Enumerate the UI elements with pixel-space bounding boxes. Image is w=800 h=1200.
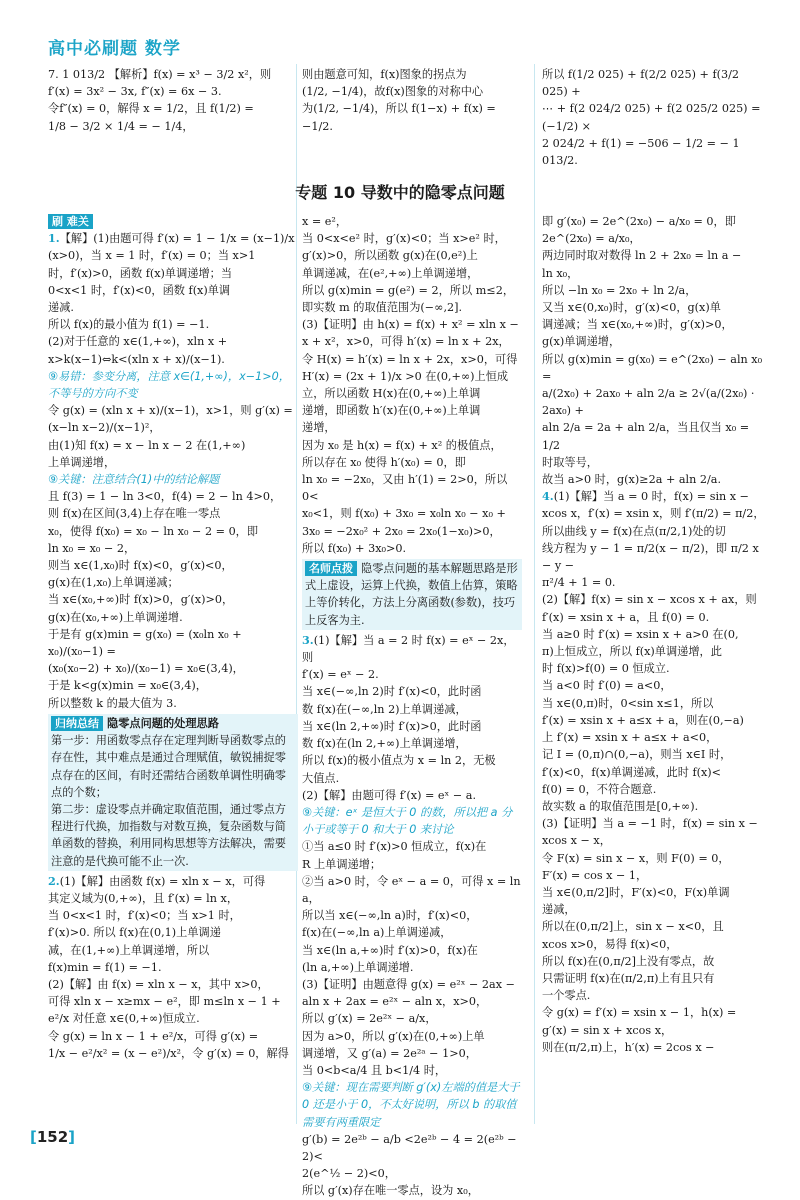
text-line: 即实数 m 的取值范围为(−∞,2]. — [302, 301, 463, 315]
text-line: 所以存在 x₀ 使得 h′(x₀) = 0，即 — [302, 455, 466, 469]
text-line: 两边同时取对数得 ln 2 + 2x₀ = ln a − — [542, 249, 742, 263]
text-line: 因为 x₀ 是 h(x) = f(x) + x² 的极值点， — [302, 438, 502, 452]
text-line: (1)【解】由函数 f(x) = xln x − x，可得 — [59, 874, 266, 888]
text-line: 于是有 g(x)min = g(x₀) = (x₀ln x₀ + x₀)/(x₀−1) = — [48, 627, 246, 659]
question-number: 3. — [302, 632, 314, 647]
text-line: 所以 f(x)在(0,π/2]上没有零点，故 — [542, 954, 715, 968]
text-line: 当 0<x<1 时，f′(x)<0；当 x>1 时， — [48, 909, 241, 923]
book-header: 高中必刷题 数学 — [48, 39, 181, 59]
text-line: 所以 g(x)min = g(x₀) = e^(2x₀) − aln x₀ = — [542, 352, 766, 383]
text-line: 线方程为 y − 1 = π/2(x − π/2)，即 π/2 x − y − — [542, 541, 763, 573]
text-line: 上 f′(x) = xsin x + a≤x + a<0， — [542, 731, 718, 745]
text-line: g′(x) = sin x + xcos x， — [542, 1023, 673, 1037]
text-line: 令 g(x) = f′(x) = xsin x − 1，h(x) = — [542, 1006, 737, 1020]
text-line: 大值点. — [302, 771, 340, 785]
text-line: 当 a≥0 时 f′(x) = xsin x + a>0 在(0, — [542, 627, 739, 641]
text-line: 所以 −ln x₀ = 2x₀ + ln 2/a， — [542, 283, 697, 297]
text-line: ⋯ + f(2 024/2 025) + f(2 025/2 025) = (−1/2) × — [542, 102, 765, 133]
text-line: x = e²， — [302, 215, 348, 228]
text-line: (3)【证明】由题意得 g(x) = e²ˣ − 2ax − — [302, 977, 515, 991]
text-line: (2)【解】由题可得 f′(x) = eˣ − a. — [302, 788, 476, 802]
text-line: (x₀(x₀−2) + x₀)/(x₀−1) = x₀∈(3,4)， — [48, 662, 244, 676]
column-2 — [302, 213, 525, 1198]
text-line: 当 x∈(x₀,+∞)时 f(x)>0，g′(x)>0， — [48, 593, 234, 607]
text-line: f′(x) = eˣ − 2. — [302, 668, 379, 682]
text-line: xcos x>0，易得 f(x)<0， — [542, 937, 678, 951]
text-line: 调递增，又 g′(a) = 2e²ᵃ − 1>0， — [302, 1046, 477, 1060]
text-line: f′(x)<0，f(x)单调递减，此时 f(x)< — [542, 765, 722, 779]
text-line: 于是 k<g(x)min = x₀∈(3,4)， — [48, 679, 207, 693]
text-line: −1/2. — [302, 119, 333, 133]
text-line: g′(b) = 2e²ᵇ − a/b <2e²ᵇ − 4 = 2(e²ᵇ − 2)< — [302, 1132, 521, 1163]
question-number: 2. — [48, 873, 60, 888]
text-line: F′(x) = cos x − 1， — [542, 868, 648, 882]
column-1 — [48, 213, 298, 1133]
text-line: ②当 a>0 时，令 eˣ − a = 0，可得 x = ln a， — [302, 874, 525, 905]
text-line: 所以 g′(x)存在唯一零点，设为 x₀， — [302, 1184, 479, 1198]
top-column-1 — [48, 66, 280, 178]
text-line: H′(x) = (2x + 1)/x >0 在(0,+∞)上恒成 — [302, 369, 509, 383]
text-line: (2)【解】f(x) = sin x − xcos x + ax，则 — [542, 593, 757, 607]
text-line: π²/4 + 1 = 0. — [542, 576, 616, 590]
text-line: 故实数 a 的取值范围是[0,+∞). — [542, 799, 699, 813]
text-line: ln x₀ = x₀ − 2， — [48, 541, 136, 555]
text-line: 令 F(x) = sin x − x，则 F(0) = 0， — [542, 851, 730, 865]
text-line: 时取等号， — [542, 455, 598, 469]
text-line: 1/x − e²/x² = (x − e²)/x²，令 g′(x) = 0，解得 — [48, 1046, 289, 1060]
question-number: 1. — [48, 231, 60, 246]
text-line: 调递减；当 x∈(x₀,+∞)时，g′(x)>0， — [542, 318, 733, 332]
text-line: 则在(π/2,π)上，h′(x) = 2cos x − — [542, 1040, 715, 1054]
text-line: 则由题意可知，f(x)图象的拐点为 — [302, 68, 467, 81]
text-line: 则 f(x)在区间(3,4)上存在唯一零点 — [48, 507, 221, 521]
text-line: (1)【解】当 a = 0 时，f(x) = sin x − — [553, 490, 750, 504]
text-line: 当 x∈(−∞,ln 2)时 f′(x)<0，此时函 — [302, 685, 482, 699]
tip-tag: 名师点拨 — [305, 561, 357, 576]
text-line: f(0) = 0，不符合题意. — [542, 782, 657, 796]
text-line: 当 a<0 时 f′(0) = a<0， — [542, 679, 672, 693]
text-line: R 上单调递增； — [302, 857, 382, 871]
text-line: 所以 g(x)min = g(e²) = 2，所以 m≤2， — [302, 283, 515, 297]
text-line: ln x₀ = −2x₀，又由 h′(1) = 2>0，所以 0< — [302, 473, 511, 504]
text-line: (3)【证明】当 a = −1 时，f(x) = sin x − — [542, 817, 758, 831]
tip-box — [302, 559, 522, 630]
text-line: x₀，使得 f(x₀) = x₀ − ln x₀ − 2 = 0，即 — [48, 524, 259, 538]
text-line: 令f″(x) = 0，解得 x = 1/2，且 f(1/2) = — [48, 102, 254, 116]
text-line: e²/x 对任意 x∈(0,+∞)恒成立. — [48, 1012, 200, 1026]
text-line: g′(x)>0，所以函数 g(x)在(0,e²)上 — [302, 249, 478, 263]
text-line: 数 f(x)在(−∞,ln 2)上单调递减， — [302, 702, 467, 716]
text-line: 2 024/2 + f(1) = −506 − 1/2 = − 1 013/2. — [542, 136, 744, 168]
text-line: f′(x) = xsin x + a≤x + a，则在(0,−a) — [542, 713, 744, 727]
text-line: 【解】(1)由题可得 f′(x) = 1 − 1/x = (x−1)/x — [59, 232, 295, 246]
text-line: 2(e^½ − 2)<0， — [302, 1167, 396, 1181]
text-line: a/(2x₀) + 2ax₀ + aln 2/a ≥ 2√(a/(2x₀) · 2ax₀) + — [542, 387, 759, 418]
text-line: 其定义域为(0,+∞)，且 f′(x) = ln x， — [48, 891, 239, 905]
text-line: 递增， — [302, 421, 336, 435]
text-line: 可得 xln x − x≥mx − e²，即 m≤ln x − 1 + — [48, 995, 281, 1009]
text-line: 单调递减，在(e²,+∞)上单调递增， — [302, 266, 479, 280]
text-line: f(x)min = f(1) = −1. — [48, 960, 162, 974]
text-line: (2)【解】由 f(x) = xln x − x，其中 x>0， — [48, 977, 269, 991]
text-line: (ln a,+∞)上单调递增. — [302, 960, 414, 974]
text-line: 当 0<b<a/4 且 b<1/4 时， — [302, 1063, 447, 1077]
text-line: g(x)在(1,x₀)上单调递减； — [48, 576, 179, 590]
text-line: 立，所以函数 H(x)在(0,+∞)上单调 — [302, 387, 481, 401]
text-line: 减，在(1,+∞)上单调递增，所以 — [48, 943, 210, 957]
text-line: 所以整数 k 的最大值为 3. — [48, 696, 177, 710]
text-line: (1)【解】当 a = 2 时 f(x) = eˣ − 2x，则 — [302, 633, 515, 665]
text-line: 递减， — [542, 903, 576, 917]
text-line: 令 H(x) = h′(x) = ln x + 2x，x>0，可得 — [302, 352, 518, 366]
summary-title: 隐零点问题的处理思路 — [107, 715, 219, 730]
text-line: 当 x∈(ln a,+∞)时 f′(x)>0，f(x)在 — [302, 943, 478, 957]
text-line: π)上恒成立，所以 f(x)单调递增，此 — [542, 645, 722, 659]
top-column-3 — [542, 66, 766, 178]
text-line: 所以 f(1/2 025) + f(2/2 025) + f(3/2 025) + — [542, 68, 743, 99]
text-line: 1/8 − 3/2 × 1/4 = − 1/4， — [48, 119, 194, 133]
summary-tag: 归纳总结 — [51, 716, 103, 731]
text-line: 当 x∈(0,π/2]时，F′(x)<0，F(x)单调 — [542, 885, 730, 899]
text-line: 故当 a>0 时，g(x)≥2a + aln 2/a. — [542, 473, 721, 487]
text-line: 第二步：虚设零点并确定取值范围，通过零点方程进行代换，加指数与对数互换，复杂函数与简单函数的替换，利用同构思想等方法解决，需要注意的是代换可能不止一次. — [51, 802, 286, 868]
tip-text: 隐零点问题的基本解题思路是形式上虚设，运算上代换，数值上估算，策略上等价转化，方法上分离函数(参数)，技巧上反客为主. — [305, 562, 518, 627]
text-line: x>k(x−1)⇔k<(xln x + x)/(x−1). — [48, 352, 225, 366]
text-line: ①当 a≤0 时 f′(x)>0 恒成立，f(x)在 — [302, 840, 487, 854]
text-line: xcos x − x， — [542, 834, 611, 848]
text-line: 0<x<1 时，f′(x)<0，函数 f(x)单调 — [48, 283, 231, 297]
text-line: 所以在(0,π/2]上，sin x − x<0，且 — [542, 920, 724, 934]
text-line: 7. 1 013/2 【解析】f(x) = x³ − 3/2 x²，则 — [48, 68, 272, 81]
text-line: 所以 f(x₀) + 3x₀>0. — [302, 541, 407, 555]
text-line: 为(1/2, −1/4)，所以 f(1−x) + f(x) = — [302, 102, 496, 116]
text-line: 则当 x∈(1,x₀)时 f(x)<0，g′(x)<0， — [48, 559, 233, 573]
text-line: 由(1)知 f(x) = x − ln x − 2 在(1,+∞) — [48, 438, 246, 452]
text-line: 一个零点. — [542, 989, 591, 1003]
text-line: (1/2, −1/4)，故f(x)图象的对称中心 — [302, 85, 484, 99]
text-line: g(x)单调递增， — [542, 335, 621, 349]
text-line: 递增，即函数 h′(x)在(0,+∞)上单调 — [302, 404, 481, 418]
section-title: 专题 10 导数中的隐零点问题 — [295, 183, 505, 202]
text-line: f(x)在(−∞,ln a)上单调递减， — [302, 926, 452, 940]
question-number: 4. — [542, 489, 554, 504]
annotation-note: ⑨关键：注意结合(1)中的结论解题 — [48, 473, 220, 487]
text-line: (2)对于任意的 x∈(1,+∞)，xln x + — [48, 335, 228, 349]
annotation-note: ⑨关键：现在需要判断 g′(x)左端的值是大于 0 还是小于 0，不太好说明，所以 b 的取值需要有两重限定 — [302, 1081, 524, 1129]
text-line: 又当 x∈(0,x₀)时，g′(x)<0，g(x)单 — [542, 301, 721, 315]
text-line: 且 f(3) = 1 − ln 3<0，f(4) = 2 − ln 4>0， — [48, 490, 282, 504]
text-line: 3x₀ = −2x₀² + 2x₀ = 2x₀(1−x₀)>0， — [302, 524, 501, 538]
text-line: ln x₀， — [542, 266, 579, 280]
text-line: 即 g′(x₀) = 2e^(2x₀) − a/x₀ = 0，即 2e^(2x₀) = a/x₀， — [542, 215, 740, 246]
text-line: x₀<1，则 f(x₀) + 3x₀ = x₀ln x₀ − x₀ + — [302, 507, 506, 521]
text-line: aln x + 2ax = e²ˣ − aln x，x>0， — [302, 995, 488, 1009]
text-line: 当 0<x<e² 时，g′(x)<0；当 x>e² 时， — [302, 232, 506, 246]
text-line: 数 f(x)在(ln 2,+∞)上单调递增， — [302, 737, 467, 751]
annotation-note: ⑨关键：eˣ 是恒大于 0 的数，所以把 a 分小于或等于 0 和大于 0 来讨论 — [302, 805, 513, 837]
column-3 — [542, 213, 766, 1133]
annotation-note: ⑨易错：参变分离，注意 x∈(1,+∞)，x−1>0，不等号的方向不变 — [48, 369, 290, 401]
text-line: (3)【证明】由 h(x) = f(x) + x² = xln x − — [302, 318, 519, 332]
text-line: 因为 a>0，所以 g′(x)在(0,+∞)上单 — [302, 1029, 485, 1043]
difficulty-tag: 刷 难关 — [48, 214, 93, 229]
text-line: 所以 g′(x) = 2e²ˣ − a/x， — [302, 1012, 437, 1026]
text-line: 所以 f(x)的最小值为 f(1) = −1. — [48, 318, 210, 332]
text-line: 第一步：用函数零点存在定理判断导函数零点的存在性，其中难点是通过合理赋值，敏锐捕捉零点存在的区间，有时还需结合函数单调性明确零点的个数； — [51, 734, 286, 799]
text-line: 递减. — [48, 301, 74, 315]
column-divider — [534, 64, 535, 1124]
text-line: 当 x∈(0,π)时，0<sin x≤1，所以 — [542, 696, 714, 710]
text-line: 上单调递增， — [48, 455, 116, 469]
text-line: f′(x)>0. 所以 f(x)在(0,1)上单调递 — [48, 926, 221, 940]
text-line: f′(x) = 3x² − 3x, f″(x) = 6x − 3. — [48, 85, 222, 99]
text-line: x + x²，x>0，可得 h′(x) = ln x + 2x， — [302, 335, 510, 349]
summary-box — [48, 714, 298, 871]
text-line: 令 g(x) = ln x − 1 + e²/x，可得 g′(x) = — [48, 1029, 259, 1043]
text-line: 当 x∈(ln 2,+∞)时 f′(x)>0，此时函 — [302, 719, 482, 733]
text-line: 时 f(x)>f(0) = 0 恒成立. — [542, 662, 670, 676]
text-line: 所以曲线 y = f(x)在点(π/2,1)处的切 — [542, 524, 726, 538]
text-line: aln 2/a = 2a + aln 2/a，当且仅当 x₀ = 1/2 — [542, 421, 753, 452]
page-number: [ 152 ] — [30, 1128, 75, 1146]
text-line: 所以当 x∈(−∞,ln a)时，f′(x)<0， — [302, 909, 478, 923]
text-line: (x>0)，当 x = 1 时，f′(x) = 0；当 x>1 — [48, 249, 256, 263]
text-line: 只需证明 f(x)在(π/2,π)上有且只有 — [542, 971, 715, 985]
text-line: 记 I = (0,π)∩(0,−a)，则当 x∈I 时， — [542, 748, 732, 762]
text-line: 所以 f(x)的极小值点为 x = ln 2，无极 — [302, 754, 496, 768]
text-line: 时，f′(x)>0，函数 f(x)单调递增；当 — [48, 266, 233, 280]
text-line: g(x)在(x₀,+∞)上单调递增. — [48, 610, 183, 624]
top-column-2 — [302, 66, 520, 178]
text-line: 令 g(x) = (xln x + x)/(x−1)，x>1，则 g′(x) = (x−ln x−2)/(x−1)²， — [48, 404, 297, 435]
text-line: f′(x) = xsin x + a，且 f(0) = 0. — [542, 610, 710, 624]
text-line: xcos x，f′(x) = xsin x，则 f′(π/2) = π/2， — [542, 507, 765, 521]
